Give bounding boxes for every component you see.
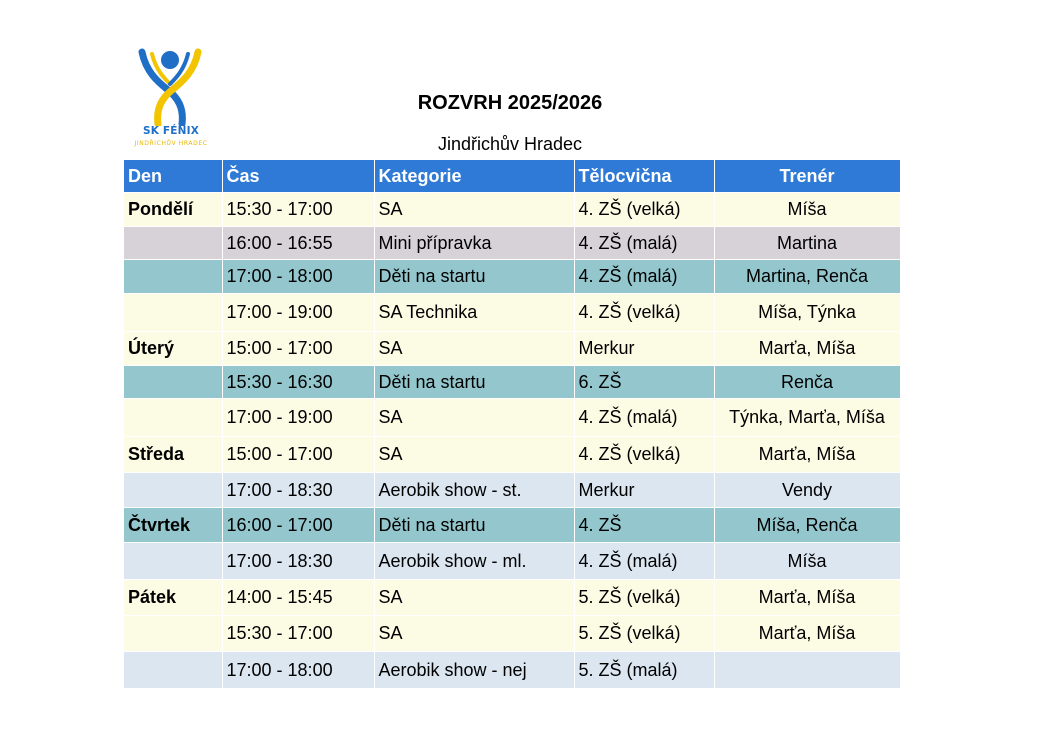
header-den: Den (124, 160, 222, 193)
table-row (124, 508, 900, 543)
cell-trener: Míša (714, 543, 900, 580)
cell-den: Středa (124, 437, 222, 473)
table-row (124, 580, 900, 616)
cell-den (124, 366, 222, 399)
cell-den (124, 616, 222, 652)
cell-kategorie: SA (374, 616, 574, 652)
cell-kategorie: SA (374, 437, 574, 473)
cell-telocvicna: 4. ZŠ (malá) (574, 260, 714, 294)
cell-trener: Renča (714, 366, 900, 399)
logo-subtitle: JINDŘICHŮV HRADEC (134, 140, 208, 147)
schedule-table (124, 160, 901, 689)
cell-cas: 17:00 - 19:00 (222, 399, 374, 437)
cell-cas: 15:30 - 16:30 (222, 366, 374, 399)
cell-telocvicna: Merkur (574, 332, 714, 366)
header-trener: Trenér (714, 160, 900, 193)
cell-den (124, 294, 222, 332)
schedule-body (124, 193, 900, 689)
cell-kategorie: Děti na startu (374, 260, 574, 294)
cell-den (124, 399, 222, 437)
phoenix-logo-icon (128, 48, 214, 126)
cell-cas: 15:00 - 17:00 (222, 437, 374, 473)
cell-cas: 16:00 - 17:00 (222, 508, 374, 543)
cell-trener: Míša (714, 193, 900, 227)
cell-trener: Týnka, Marťa, Míša (714, 399, 900, 437)
cell-den (124, 652, 222, 689)
table-row (124, 399, 900, 437)
table-row (124, 543, 900, 580)
cell-telocvicna: Merkur (574, 473, 714, 508)
table-row (124, 227, 900, 260)
cell-kategorie: Aerobik show - nej (374, 652, 574, 689)
cell-cas: 14:00 - 15:45 (222, 580, 374, 616)
cell-trener: Martina (714, 227, 900, 260)
cell-cas: 17:00 - 18:00 (222, 652, 374, 689)
cell-den: Čtvrtek (124, 508, 222, 543)
club-logo (128, 48, 214, 154)
cell-telocvicna: 5. ZŠ (velká) (574, 580, 714, 616)
cell-telocvicna: 4. ZŠ (574, 508, 714, 543)
cell-telocvicna: 4. ZŠ (malá) (574, 399, 714, 437)
cell-cas: 17:00 - 19:00 (222, 294, 374, 332)
cell-kategorie: Aerobik show - ml. (374, 543, 574, 580)
table-row (124, 332, 900, 366)
table-row (124, 473, 900, 508)
cell-trener: Marťa, Míša (714, 616, 900, 652)
cell-kategorie: Děti na startu (374, 508, 574, 543)
cell-telocvicna: 4. ZŠ (malá) (574, 543, 714, 580)
cell-telocvicna: 4. ZŠ (velká) (574, 294, 714, 332)
table-row (124, 652, 900, 689)
cell-kategorie: SA (374, 580, 574, 616)
cell-trener: Marťa, Míša (714, 332, 900, 366)
cell-kategorie: SA (374, 332, 574, 366)
cell-kategorie: Děti na startu (374, 366, 574, 399)
cell-trener: Marťa, Míša (714, 437, 900, 473)
cell-kategorie: Aerobik show - st. (374, 473, 574, 508)
cell-den (124, 260, 222, 294)
cell-cas: 16:00 - 16:55 (222, 227, 374, 260)
cell-den: Pátek (124, 580, 222, 616)
cell-cas: 15:00 - 17:00 (222, 332, 374, 366)
cell-kategorie: SA (374, 193, 574, 227)
header-kategorie: Kategorie (374, 160, 574, 193)
table-row (124, 294, 900, 332)
page-subtitle: Jindřichův Hradec (437, 134, 583, 154)
table-row (124, 616, 900, 652)
cell-cas: 17:00 - 18:00 (222, 260, 374, 294)
cell-telocvicna: 6. ZŠ (574, 366, 714, 399)
table-header-row (124, 160, 900, 193)
logo-name: SK FÉNIX (142, 125, 200, 137)
cell-trener: Martina, Renča (714, 260, 900, 294)
cell-den: Úterý (124, 332, 222, 366)
cell-telocvicna: 5. ZŠ (velká) (574, 616, 714, 652)
cell-den (124, 473, 222, 508)
cell-cas: 15:30 - 17:00 (222, 616, 374, 652)
cell-telocvicna: 5. ZŠ (malá) (574, 652, 714, 689)
cell-trener: Vendy (714, 473, 900, 508)
table-row (124, 366, 900, 399)
cell-den: Pondělí (124, 193, 222, 227)
cell-cas: 17:00 - 18:30 (222, 473, 374, 508)
cell-trener (714, 652, 900, 689)
cell-kategorie: SA Technika (374, 294, 574, 332)
cell-telocvicna: 4. ZŠ (velká) (574, 437, 714, 473)
cell-kategorie: SA (374, 399, 574, 437)
table-row (124, 437, 900, 473)
table-row (124, 193, 900, 227)
cell-den (124, 227, 222, 260)
cell-trener: Míša, Týnka (714, 294, 900, 332)
cell-telocvicna: 4. ZŠ (velká) (574, 193, 714, 227)
cell-cas: 15:30 - 17:00 (222, 193, 374, 227)
cell-telocvicna: 4. ZŠ (malá) (574, 227, 714, 260)
page-title: ROZVRH 2025/2026 (417, 92, 603, 114)
cell-den (124, 543, 222, 580)
table-row (124, 260, 900, 294)
header-cas: Čas (222, 160, 374, 193)
cell-trener: Míša, Renča (714, 508, 900, 543)
cell-trener: Marťa, Míša (714, 580, 900, 616)
cell-cas: 17:00 - 18:30 (222, 543, 374, 580)
cell-kategorie: Mini přípravka (374, 227, 574, 260)
header-telocvicna: Tělocvična (574, 160, 714, 193)
